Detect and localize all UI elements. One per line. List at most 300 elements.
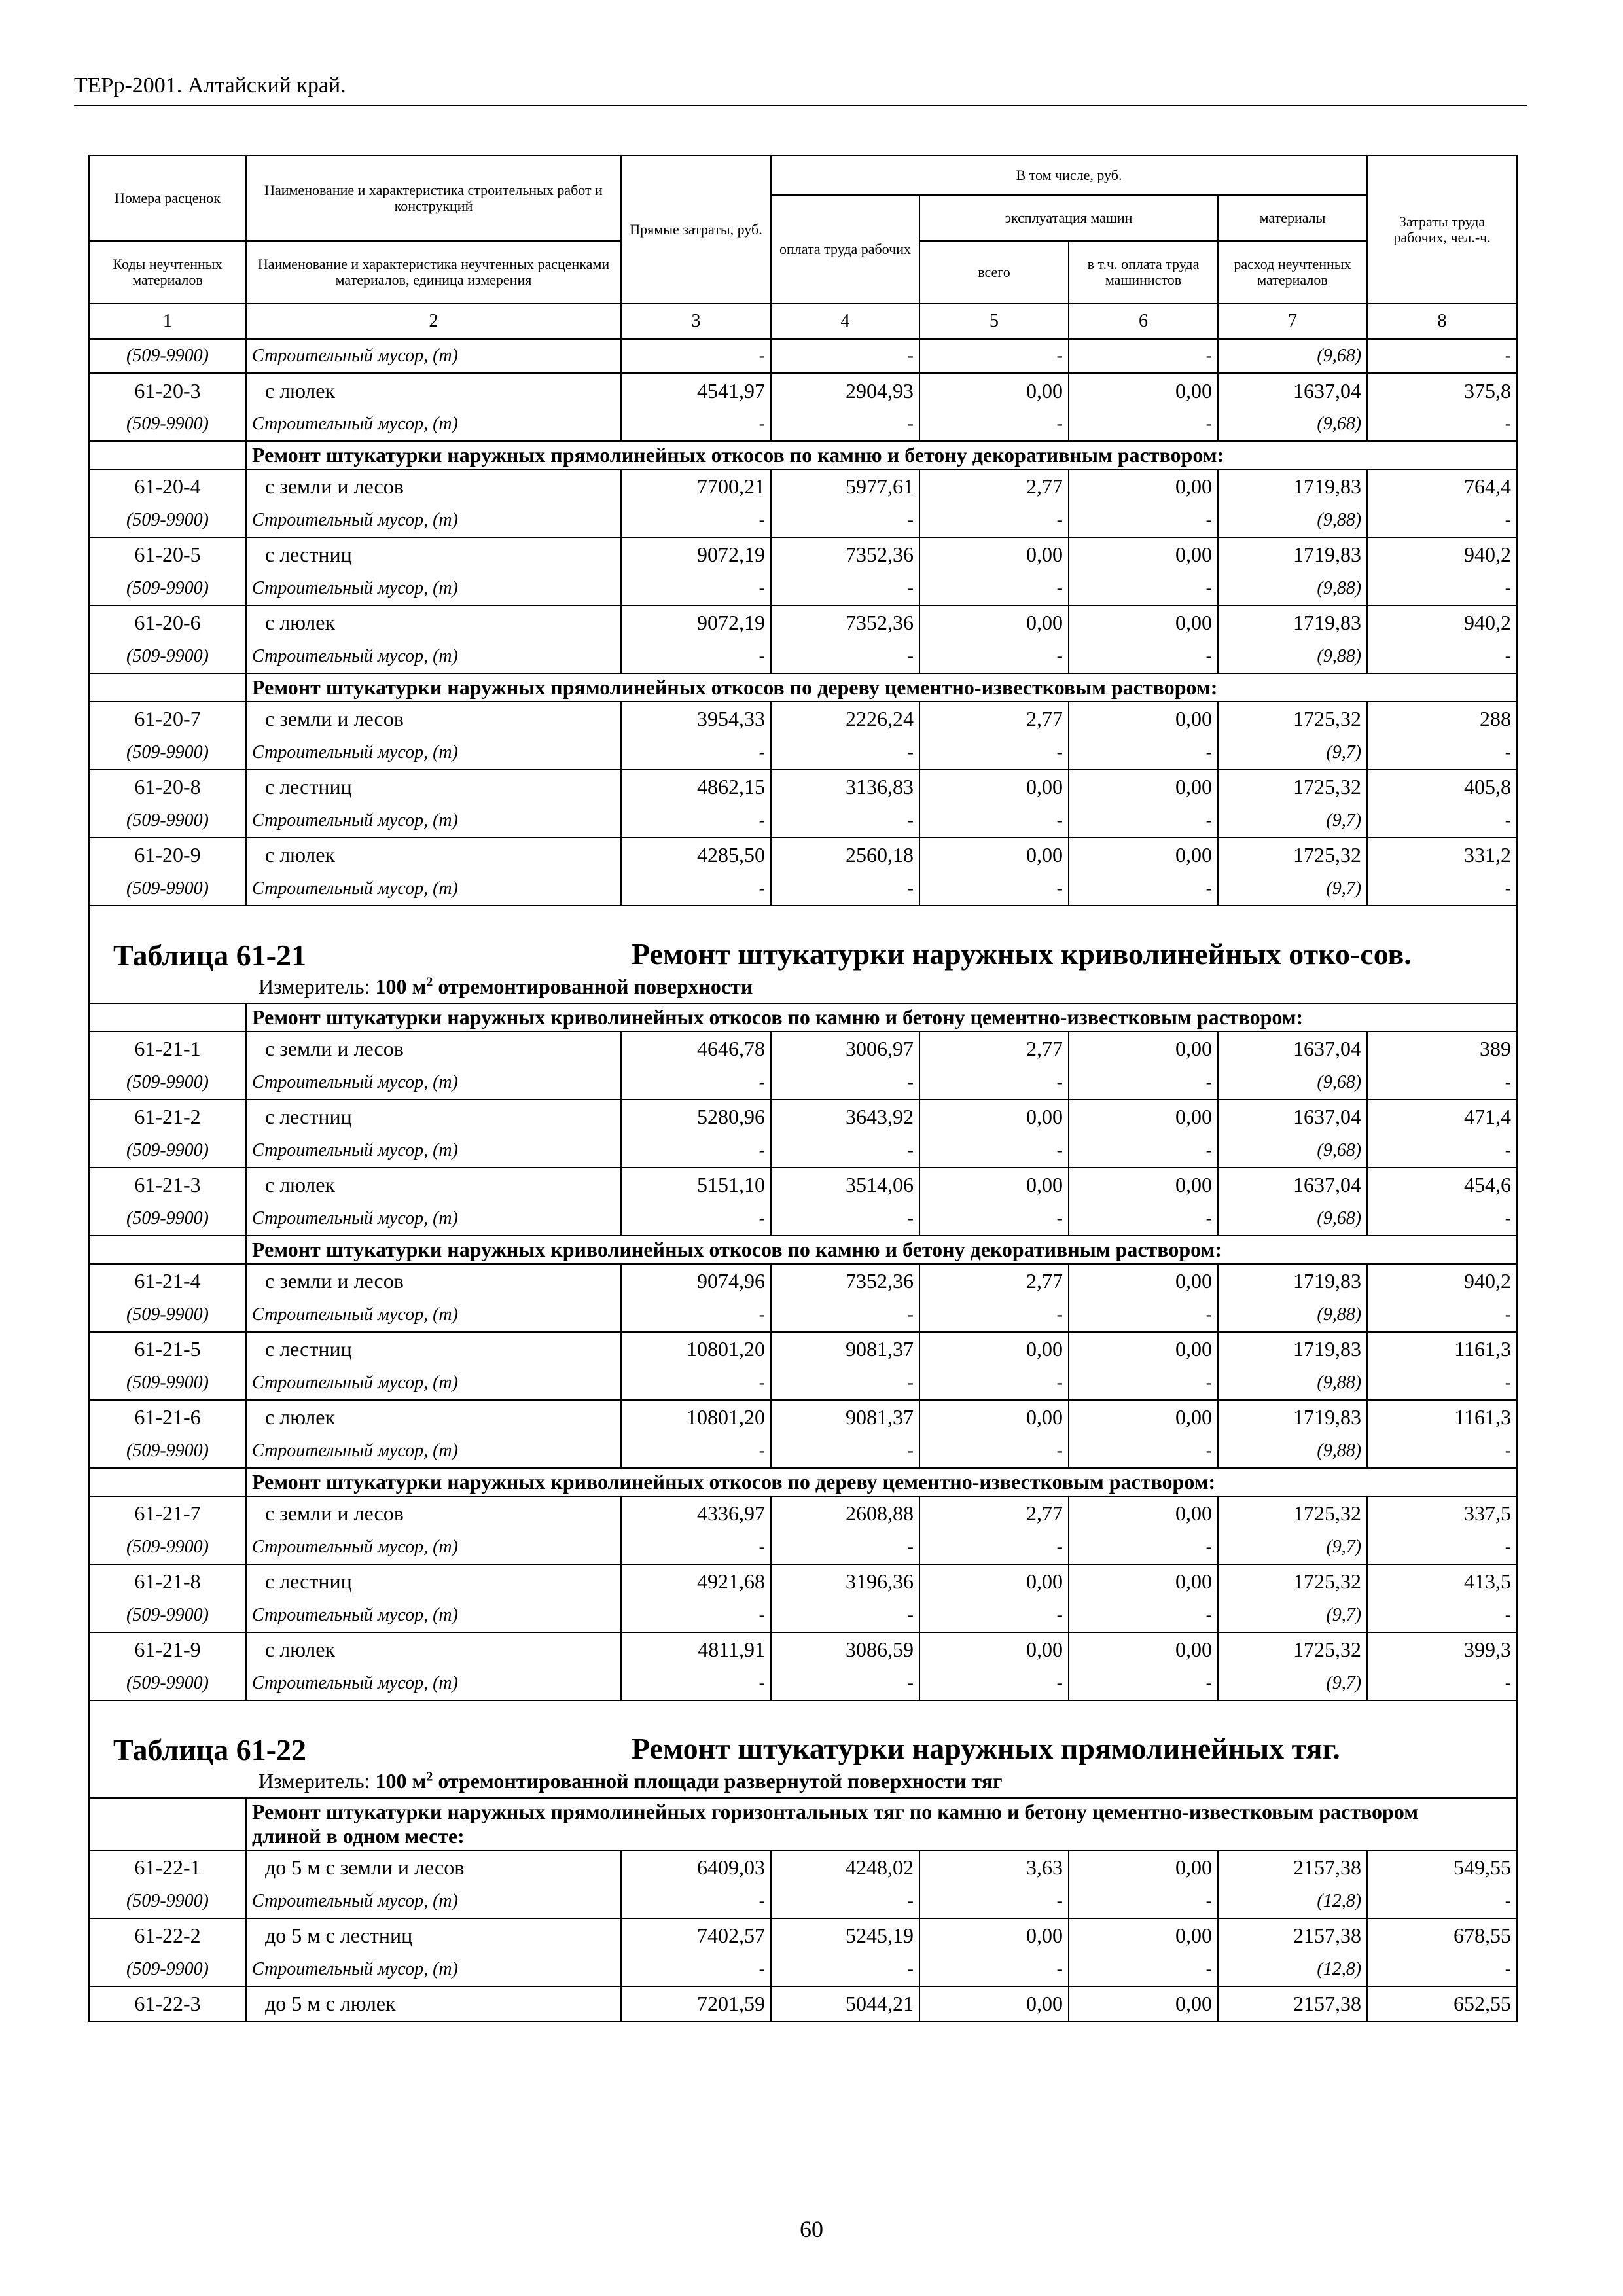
material-code: (509-9900) xyxy=(89,1667,246,1700)
section-heading: Ремонт штукатурки наружных прямолинейных откосов по камню и бетону декоративным раствором: xyxy=(89,441,1517,469)
materials-cost: 2157,38 xyxy=(1218,1850,1367,1885)
material-name: Строительный мусор, (т) xyxy=(246,1953,621,1986)
machines-total: 0,00 xyxy=(919,838,1069,872)
material-row xyxy=(89,1599,1517,1632)
table-title: Ремонт штукатурки наружных прямолинейных тяг. xyxy=(632,1731,1340,1765)
material-code: (509-9900) xyxy=(89,1599,246,1632)
col3-header: Прямые затраты, руб. xyxy=(621,156,771,304)
materials-cost: 1725,32 xyxy=(1218,702,1367,736)
dash-cell: - xyxy=(1367,1885,1517,1918)
direct-costs: 5280,96 xyxy=(621,1100,771,1134)
direct-costs: 4541,97 xyxy=(621,373,771,408)
material-consumption: (9,68) xyxy=(1218,408,1367,441)
rate-row xyxy=(89,1264,1517,1299)
material-name: Строительный мусор, (т) xyxy=(246,1435,621,1468)
rate-code: 61-20-3 xyxy=(89,373,246,408)
table-title-block xyxy=(89,1700,1517,1799)
labor-hours: 454,6 xyxy=(1367,1168,1517,1202)
labor-hours: 940,2 xyxy=(1367,1264,1517,1299)
labor-hours: 331,2 xyxy=(1367,838,1517,872)
dash-cell: - xyxy=(919,736,1069,770)
rate-name: с земли и лесов xyxy=(246,1031,621,1066)
material-row xyxy=(89,1435,1517,1468)
dash-cell: - xyxy=(771,1667,919,1700)
material-code: (509-9900) xyxy=(89,1134,246,1168)
material-row xyxy=(89,804,1517,838)
materials-cost: 2157,38 xyxy=(1218,1918,1367,1953)
rate-name: с люлек xyxy=(246,605,621,640)
rate-code: 61-21-8 xyxy=(89,1564,246,1599)
materials-cost: 2157,38 xyxy=(1218,1986,1367,2022)
material-name: Строительный мусор, (т) xyxy=(246,872,621,906)
dash-cell: - xyxy=(1367,736,1517,770)
material-row xyxy=(89,1134,1517,1168)
rate-name: с люлек xyxy=(246,373,621,408)
table-number: Таблица 61-22 xyxy=(113,1732,307,1767)
dash-cell: - xyxy=(1367,1667,1517,1700)
rate-code: 61-20-4 xyxy=(89,469,246,504)
machinist-wages: 0,00 xyxy=(1069,1986,1218,2022)
machines-total: 0,00 xyxy=(919,1632,1069,1667)
dash-cell: - xyxy=(919,872,1069,906)
rate-row xyxy=(89,1850,1517,1885)
section-heading: Ремонт штукатурки наружных криволинейных откосов по дереву цементно-известковым раствором: xyxy=(89,1468,1517,1496)
dash-cell: - xyxy=(771,1531,919,1564)
material-consumption: (9,7) xyxy=(1218,1667,1367,1700)
material-code: (509-9900) xyxy=(89,572,246,605)
worker-wages: 4248,02 xyxy=(771,1850,919,1885)
material-row xyxy=(89,1667,1517,1700)
worker-wages: 3006,97 xyxy=(771,1031,919,1066)
direct-costs: 4921,68 xyxy=(621,1564,771,1599)
material-row: (509-9900) Строительный мусор, (т) - - - - (9,68) - xyxy=(89,339,1517,373)
dash-cell: - xyxy=(1069,504,1218,537)
labor-hours: 337,5 xyxy=(1367,1496,1517,1531)
rate-name: до 5 м с лестниц xyxy=(246,1918,621,1953)
col1-header-top: Номера расценок xyxy=(89,156,246,241)
dash-cell: - xyxy=(919,1531,1069,1564)
machines-total: 0,00 xyxy=(919,1986,1069,2022)
column-number: 5 xyxy=(919,304,1069,339)
dash-cell: - xyxy=(1367,1435,1517,1468)
material-consumption: (12,8) xyxy=(1218,1885,1367,1918)
rate-code: 61-21-2 xyxy=(89,1100,246,1134)
labor-hours: 652,55 xyxy=(1367,1986,1517,2022)
material-code: (509-9900) xyxy=(89,1299,246,1332)
column-number: 6 xyxy=(1069,304,1218,339)
worker-wages: 2608,88 xyxy=(771,1496,919,1531)
rate-code: 61-22-3 xyxy=(89,1986,246,2022)
materials-cost: 1725,32 xyxy=(1218,1632,1367,1667)
material-consumption: (9,7) xyxy=(1218,1599,1367,1632)
direct-costs: 3954,33 xyxy=(621,702,771,736)
rate-name: с люлек xyxy=(246,1632,621,1667)
direct-costs: 7700,21 xyxy=(621,469,771,504)
materials-cost: 1637,04 xyxy=(1218,373,1367,408)
rate-code: 61-20-8 xyxy=(89,770,246,804)
direct-costs: 5151,10 xyxy=(621,1168,771,1202)
dash-cell: - xyxy=(621,1885,771,1918)
rate-row xyxy=(89,1564,1517,1599)
dash-cell: - xyxy=(1367,1299,1517,1332)
worker-wages: 3514,06 xyxy=(771,1168,919,1202)
machinist-wages: 0,00 xyxy=(1069,605,1218,640)
machinist-wages: 0,00 xyxy=(1069,702,1218,736)
dash-cell: - xyxy=(1367,408,1517,441)
dash-cell: - xyxy=(771,736,919,770)
dash-cell: - xyxy=(771,872,919,906)
worker-wages: 7352,36 xyxy=(771,605,919,640)
rate-code: 61-21-6 xyxy=(89,1400,246,1435)
direct-costs: 4646,78 xyxy=(621,1031,771,1066)
table-title: Ремонт штукатурки наружных криволинейных отко-сов. xyxy=(632,937,1412,971)
material-row xyxy=(89,1299,1517,1332)
rate-name: с люлек xyxy=(246,1400,621,1435)
col2-header-bottom: Наименование и характеристика неучтенных расценками материалов, единица измерения xyxy=(246,241,621,304)
rate-code: 61-21-5 xyxy=(89,1332,246,1367)
labor-hours: 549,55 xyxy=(1367,1850,1517,1885)
dash-cell: - xyxy=(771,640,919,673)
dash-cell: - xyxy=(771,1066,919,1100)
machinist-wages: 0,00 xyxy=(1069,1264,1218,1299)
machines-total: 0,00 xyxy=(919,1168,1069,1202)
material-consumption: (9,68) xyxy=(1218,1134,1367,1168)
machines-total: 0,00 xyxy=(919,1400,1069,1435)
dash-cell: - xyxy=(1069,1667,1218,1700)
dash-cell: - xyxy=(919,1202,1069,1236)
rate-row xyxy=(89,469,1517,504)
worker-wages: 5044,21 xyxy=(771,1986,919,2022)
labor-hours: 1161,3 xyxy=(1367,1332,1517,1367)
material-name: Строительный мусор, (т) xyxy=(246,1367,621,1400)
worker-wages: 3643,92 xyxy=(771,1100,919,1134)
labor-hours: 471,4 xyxy=(1367,1100,1517,1134)
materials-cost: 1719,83 xyxy=(1218,605,1367,640)
direct-costs: 9074,96 xyxy=(621,1264,771,1299)
materials-cost: 1725,32 xyxy=(1218,838,1367,872)
worker-wages: 2560,18 xyxy=(771,838,919,872)
machines-total: 0,00 xyxy=(919,373,1069,408)
worker-wages: 3136,83 xyxy=(771,770,919,804)
dash-cell: - xyxy=(919,1299,1069,1332)
rate-name: с земли и лесов xyxy=(246,1496,621,1531)
direct-costs: 7201,59 xyxy=(621,1986,771,2022)
rate-name: с земли и лесов xyxy=(246,1264,621,1299)
dash-cell: - xyxy=(621,1134,771,1168)
worker-wages: 5245,19 xyxy=(771,1918,919,1953)
material-name: Строительный мусор, (т) xyxy=(246,804,621,838)
material-row xyxy=(89,736,1517,770)
materials-cost: 1725,32 xyxy=(1218,1496,1367,1531)
material-consumption: (9,88) xyxy=(1218,572,1367,605)
col2-header-top: Наименование и характеристика строительных работ и конструкций xyxy=(246,156,621,241)
labor-hours: 678,55 xyxy=(1367,1918,1517,1953)
material-consumption: (9,88) xyxy=(1218,504,1367,537)
dash-cell: - xyxy=(919,408,1069,441)
dash-cell: - xyxy=(919,572,1069,605)
machinist-wages: 0,00 xyxy=(1069,770,1218,804)
dash-cell: - xyxy=(1367,872,1517,906)
materials-cost: 1725,32 xyxy=(1218,770,1367,804)
dash-cell: - xyxy=(1069,1599,1218,1632)
material-code: (509-9900) xyxy=(89,804,246,838)
column-number: 8 xyxy=(1367,304,1517,339)
material-code: (509-9900) xyxy=(89,408,246,441)
worker-wages: 7352,36 xyxy=(771,1264,919,1299)
material-consumption: (9,68) xyxy=(1218,1066,1367,1100)
page-number: 60 xyxy=(800,2216,823,2242)
material-consumption: (9,7) xyxy=(1218,804,1367,838)
column-number: 2 xyxy=(246,304,621,339)
rate-row xyxy=(89,1332,1517,1367)
dash-cell: - xyxy=(1069,804,1218,838)
document-header: ТЕРр-2001. Алтайский край. xyxy=(74,73,346,98)
column-numbers-row xyxy=(89,304,1517,339)
dash-cell: - xyxy=(919,1134,1069,1168)
dash-cell: - xyxy=(621,408,771,441)
dash-cell: - xyxy=(771,1202,919,1236)
dash-cell: - xyxy=(1069,872,1218,906)
rate-code: 61-21-9 xyxy=(89,1632,246,1667)
rate-code: 61-22-1 xyxy=(89,1850,246,1885)
table-measure: Измеритель: 100 $м^2$ отремонтированной площади развернутой поверхности тяг xyxy=(259,1769,1003,1793)
rate-row xyxy=(89,1918,1517,1953)
rate-name: до 5 м с люлек xyxy=(246,1986,621,2022)
machines-total: 0,00 xyxy=(919,605,1069,640)
dash-cell: - xyxy=(919,1599,1069,1632)
direct-costs: 6409,03 xyxy=(621,1850,771,1885)
dash-cell: - xyxy=(621,1599,771,1632)
dash-cell: - xyxy=(1069,640,1218,673)
rate-row xyxy=(89,1031,1517,1066)
section-heading: Ремонт штукатурки наружных прямолинейных горизонтальных тяг по камню и бетону цементно-известковым раствором длиной в одном месте: xyxy=(89,1798,1517,1850)
material-row xyxy=(89,1202,1517,1236)
material-consumption: (12,8) xyxy=(1218,1953,1367,1986)
rate-row xyxy=(89,702,1517,736)
rate-code: 61-20-6 xyxy=(89,605,246,640)
dash-cell: - xyxy=(1367,804,1517,838)
machines-total: 0,00 xyxy=(919,1100,1069,1134)
dash-cell: - xyxy=(621,872,771,906)
dash-cell: - xyxy=(621,1435,771,1468)
dash-cell: - xyxy=(621,640,771,673)
rate-name: с земли и лесов xyxy=(246,702,621,736)
col7-header: расход неучтенных материалов xyxy=(1218,241,1367,304)
material-name: Строительный мусор, (т) xyxy=(246,1885,621,1918)
materials-cost: 1719,83 xyxy=(1218,1264,1367,1299)
machines-total: 0,00 xyxy=(919,770,1069,804)
machinist-wages: 0,00 xyxy=(1069,1496,1218,1531)
machines-total: 0,00 xyxy=(919,1332,1069,1367)
rate-name: с земли и лесов xyxy=(246,469,621,504)
material-name: Строительный мусор, (т) xyxy=(246,1531,621,1564)
rate-code: 61-21-4 xyxy=(89,1264,246,1299)
machinist-wages: 0,00 xyxy=(1069,1918,1218,1953)
material-row xyxy=(89,872,1517,906)
labor-hours: 764,4 xyxy=(1367,469,1517,504)
col8-header: Затраты труда рабочих, чел.-ч. xyxy=(1367,156,1517,304)
dash-cell: - xyxy=(1069,1202,1218,1236)
dash-cell: - xyxy=(1367,1202,1517,1236)
section-heading: Ремонт штукатурки наружных криволинейных откосов по камню и бетону цементно-известковым раствором: xyxy=(89,1003,1517,1031)
dash-cell: - xyxy=(1367,504,1517,537)
material-row xyxy=(89,1066,1517,1100)
material-row xyxy=(89,1953,1517,1986)
material-name: Строительный мусор, (т) xyxy=(246,408,621,441)
dash-cell: - xyxy=(621,504,771,537)
machinist-wages: 0,00 xyxy=(1069,1332,1218,1367)
rate-row xyxy=(89,1400,1517,1435)
machinist-wages: 0,00 xyxy=(1069,1632,1218,1667)
rate-code: 61-22-2 xyxy=(89,1918,246,1953)
dash-cell: - xyxy=(919,1667,1069,1700)
worker-wages: 9081,37 xyxy=(771,1332,919,1367)
rate-name: с лестниц xyxy=(246,770,621,804)
labor-hours: 389 xyxy=(1367,1031,1517,1066)
material-name: Строительный мусор, (т) xyxy=(246,504,621,537)
worker-wages: 3086,59 xyxy=(771,1632,919,1667)
materials-cost: 1637,04 xyxy=(1218,1168,1367,1202)
material-consumption: (9,7) xyxy=(1218,872,1367,906)
direct-costs: 4811,91 xyxy=(621,1632,771,1667)
material-name: Строительный мусор, (т) xyxy=(246,736,621,770)
labor-hours: 1161,3 xyxy=(1367,1400,1517,1435)
machines-total: 2,77 xyxy=(919,1264,1069,1299)
rate-name: до 5 м с земли и лесов xyxy=(246,1850,621,1885)
rate-code: 61-20-7 xyxy=(89,702,246,736)
materials-cost: 1725,32 xyxy=(1218,1564,1367,1599)
column-number: 4 xyxy=(771,304,919,339)
dash-cell: - xyxy=(919,1953,1069,1986)
material-code: (509-9900) xyxy=(89,1953,246,1986)
dash-cell: - xyxy=(1069,1066,1218,1100)
material-consumption: (9,88) xyxy=(1218,640,1367,673)
materials-cost: 1719,83 xyxy=(1218,1332,1367,1367)
rate-row xyxy=(89,1632,1517,1667)
material-code: (509-9900) xyxy=(89,1202,246,1236)
dash-cell: - xyxy=(919,1367,1069,1400)
rates-table xyxy=(88,155,1518,2022)
worker-wages: 5977,61 xyxy=(771,469,919,504)
dash-cell: - xyxy=(1069,1134,1218,1168)
dash-cell: - xyxy=(621,1531,771,1564)
machines-total: 0,00 xyxy=(919,1918,1069,1953)
dash-cell: - xyxy=(1069,408,1218,441)
material-consumption: (9,7) xyxy=(1218,736,1367,770)
dash-cell: - xyxy=(771,1134,919,1168)
col1-header-bottom: Коды неучтенных материалов xyxy=(89,241,246,304)
col6-header: в т.ч. оплата труда машинистов xyxy=(1069,241,1218,304)
material-code: (509-9900) xyxy=(89,1066,246,1100)
dash-cell: - xyxy=(1069,736,1218,770)
machinist-wages: 0,00 xyxy=(1069,1400,1218,1435)
rate-code: 61-20-5 xyxy=(89,537,246,572)
dash-cell: - xyxy=(1069,1953,1218,1986)
machines-total: 0,00 xyxy=(919,1564,1069,1599)
material-row xyxy=(89,408,1517,441)
dash-cell: - xyxy=(621,572,771,605)
worker-wages: 7352,36 xyxy=(771,537,919,572)
material-name: Строительный мусор, (т) xyxy=(246,1667,621,1700)
rate-row xyxy=(89,373,1517,408)
rate-row xyxy=(89,537,1517,572)
machines-header: эксплуатация машин xyxy=(919,195,1218,241)
column-number: 1 xyxy=(89,304,246,339)
machinist-wages: 0,00 xyxy=(1069,1168,1218,1202)
worker-wages: 3196,36 xyxy=(771,1564,919,1599)
rate-name: с люлек xyxy=(246,1168,621,1202)
material-code: (509-9900) xyxy=(89,1885,246,1918)
rate-row xyxy=(89,1496,1517,1531)
material-code: (509-9900) xyxy=(89,640,246,673)
dash-cell: - xyxy=(1069,1531,1218,1564)
machines-total: 2,77 xyxy=(919,469,1069,504)
column-number: 3 xyxy=(621,304,771,339)
dash-cell: - xyxy=(621,1202,771,1236)
rate-code: 61-21-3 xyxy=(89,1168,246,1202)
materials-cost: 1719,83 xyxy=(1218,1400,1367,1435)
dash-cell: - xyxy=(1367,1599,1517,1632)
rate-row xyxy=(89,1986,1517,2022)
dash-cell: - xyxy=(1367,640,1517,673)
material-consumption: (9,88) xyxy=(1218,1367,1367,1400)
rate-row xyxy=(89,770,1517,804)
material-consumption: (9,68) xyxy=(1218,339,1367,373)
materials-cost: 1719,83 xyxy=(1218,537,1367,572)
direct-costs: 4285,50 xyxy=(621,838,771,872)
material-row xyxy=(89,504,1517,537)
labor-hours: 405,8 xyxy=(1367,770,1517,804)
header-rule xyxy=(74,105,1527,106)
dash-cell: - xyxy=(621,1953,771,1986)
material-name: Строительный мусор, (т) xyxy=(246,572,621,605)
labor-hours: 940,2 xyxy=(1367,537,1517,572)
dash-cell: - xyxy=(771,1885,919,1918)
rate-code: 61-20-9 xyxy=(89,838,246,872)
machines-total: 3,63 xyxy=(919,1850,1069,1885)
material-code: (509-9900) xyxy=(89,872,246,906)
dash-cell: - xyxy=(1367,1134,1517,1168)
machinist-wages: 0,00 xyxy=(1069,373,1218,408)
labor-hours: 413,5 xyxy=(1367,1564,1517,1599)
rate-code: 61-21-7 xyxy=(89,1496,246,1531)
dash-cell: - xyxy=(1069,1885,1218,1918)
material-name: Строительный мусор, (т) xyxy=(246,1202,621,1236)
direct-costs: 4862,15 xyxy=(621,770,771,804)
dash-cell: - xyxy=(919,640,1069,673)
material-consumption: (9,68) xyxy=(1218,1202,1367,1236)
section-heading: Ремонт штукатурки наружных криволинейных откосов по камню и бетону декоративным раствором: xyxy=(89,1236,1517,1264)
material-name: Строительный мусор, (т) xyxy=(246,640,621,673)
machinist-wages: 0,00 xyxy=(1069,1100,1218,1134)
material-name: Строительный мусор, (т) xyxy=(246,1299,621,1332)
labor-hours: 940,2 xyxy=(1367,605,1517,640)
rate-row xyxy=(89,1168,1517,1202)
dash-cell: - xyxy=(771,804,919,838)
dash-cell: - xyxy=(621,736,771,770)
dash-cell: - xyxy=(919,804,1069,838)
material-row xyxy=(89,1531,1517,1564)
dash-cell: - xyxy=(919,504,1069,537)
machines-total: 2,77 xyxy=(919,1031,1069,1066)
dash-cell: - xyxy=(1069,1299,1218,1332)
machinist-wages: 0,00 xyxy=(1069,1850,1218,1885)
dash-cell: - xyxy=(771,408,919,441)
labor-hours: 288 xyxy=(1367,702,1517,736)
dash-cell: - xyxy=(621,1066,771,1100)
direct-costs: 10801,20 xyxy=(621,1400,771,1435)
labor-hours: 375,8 xyxy=(1367,373,1517,408)
